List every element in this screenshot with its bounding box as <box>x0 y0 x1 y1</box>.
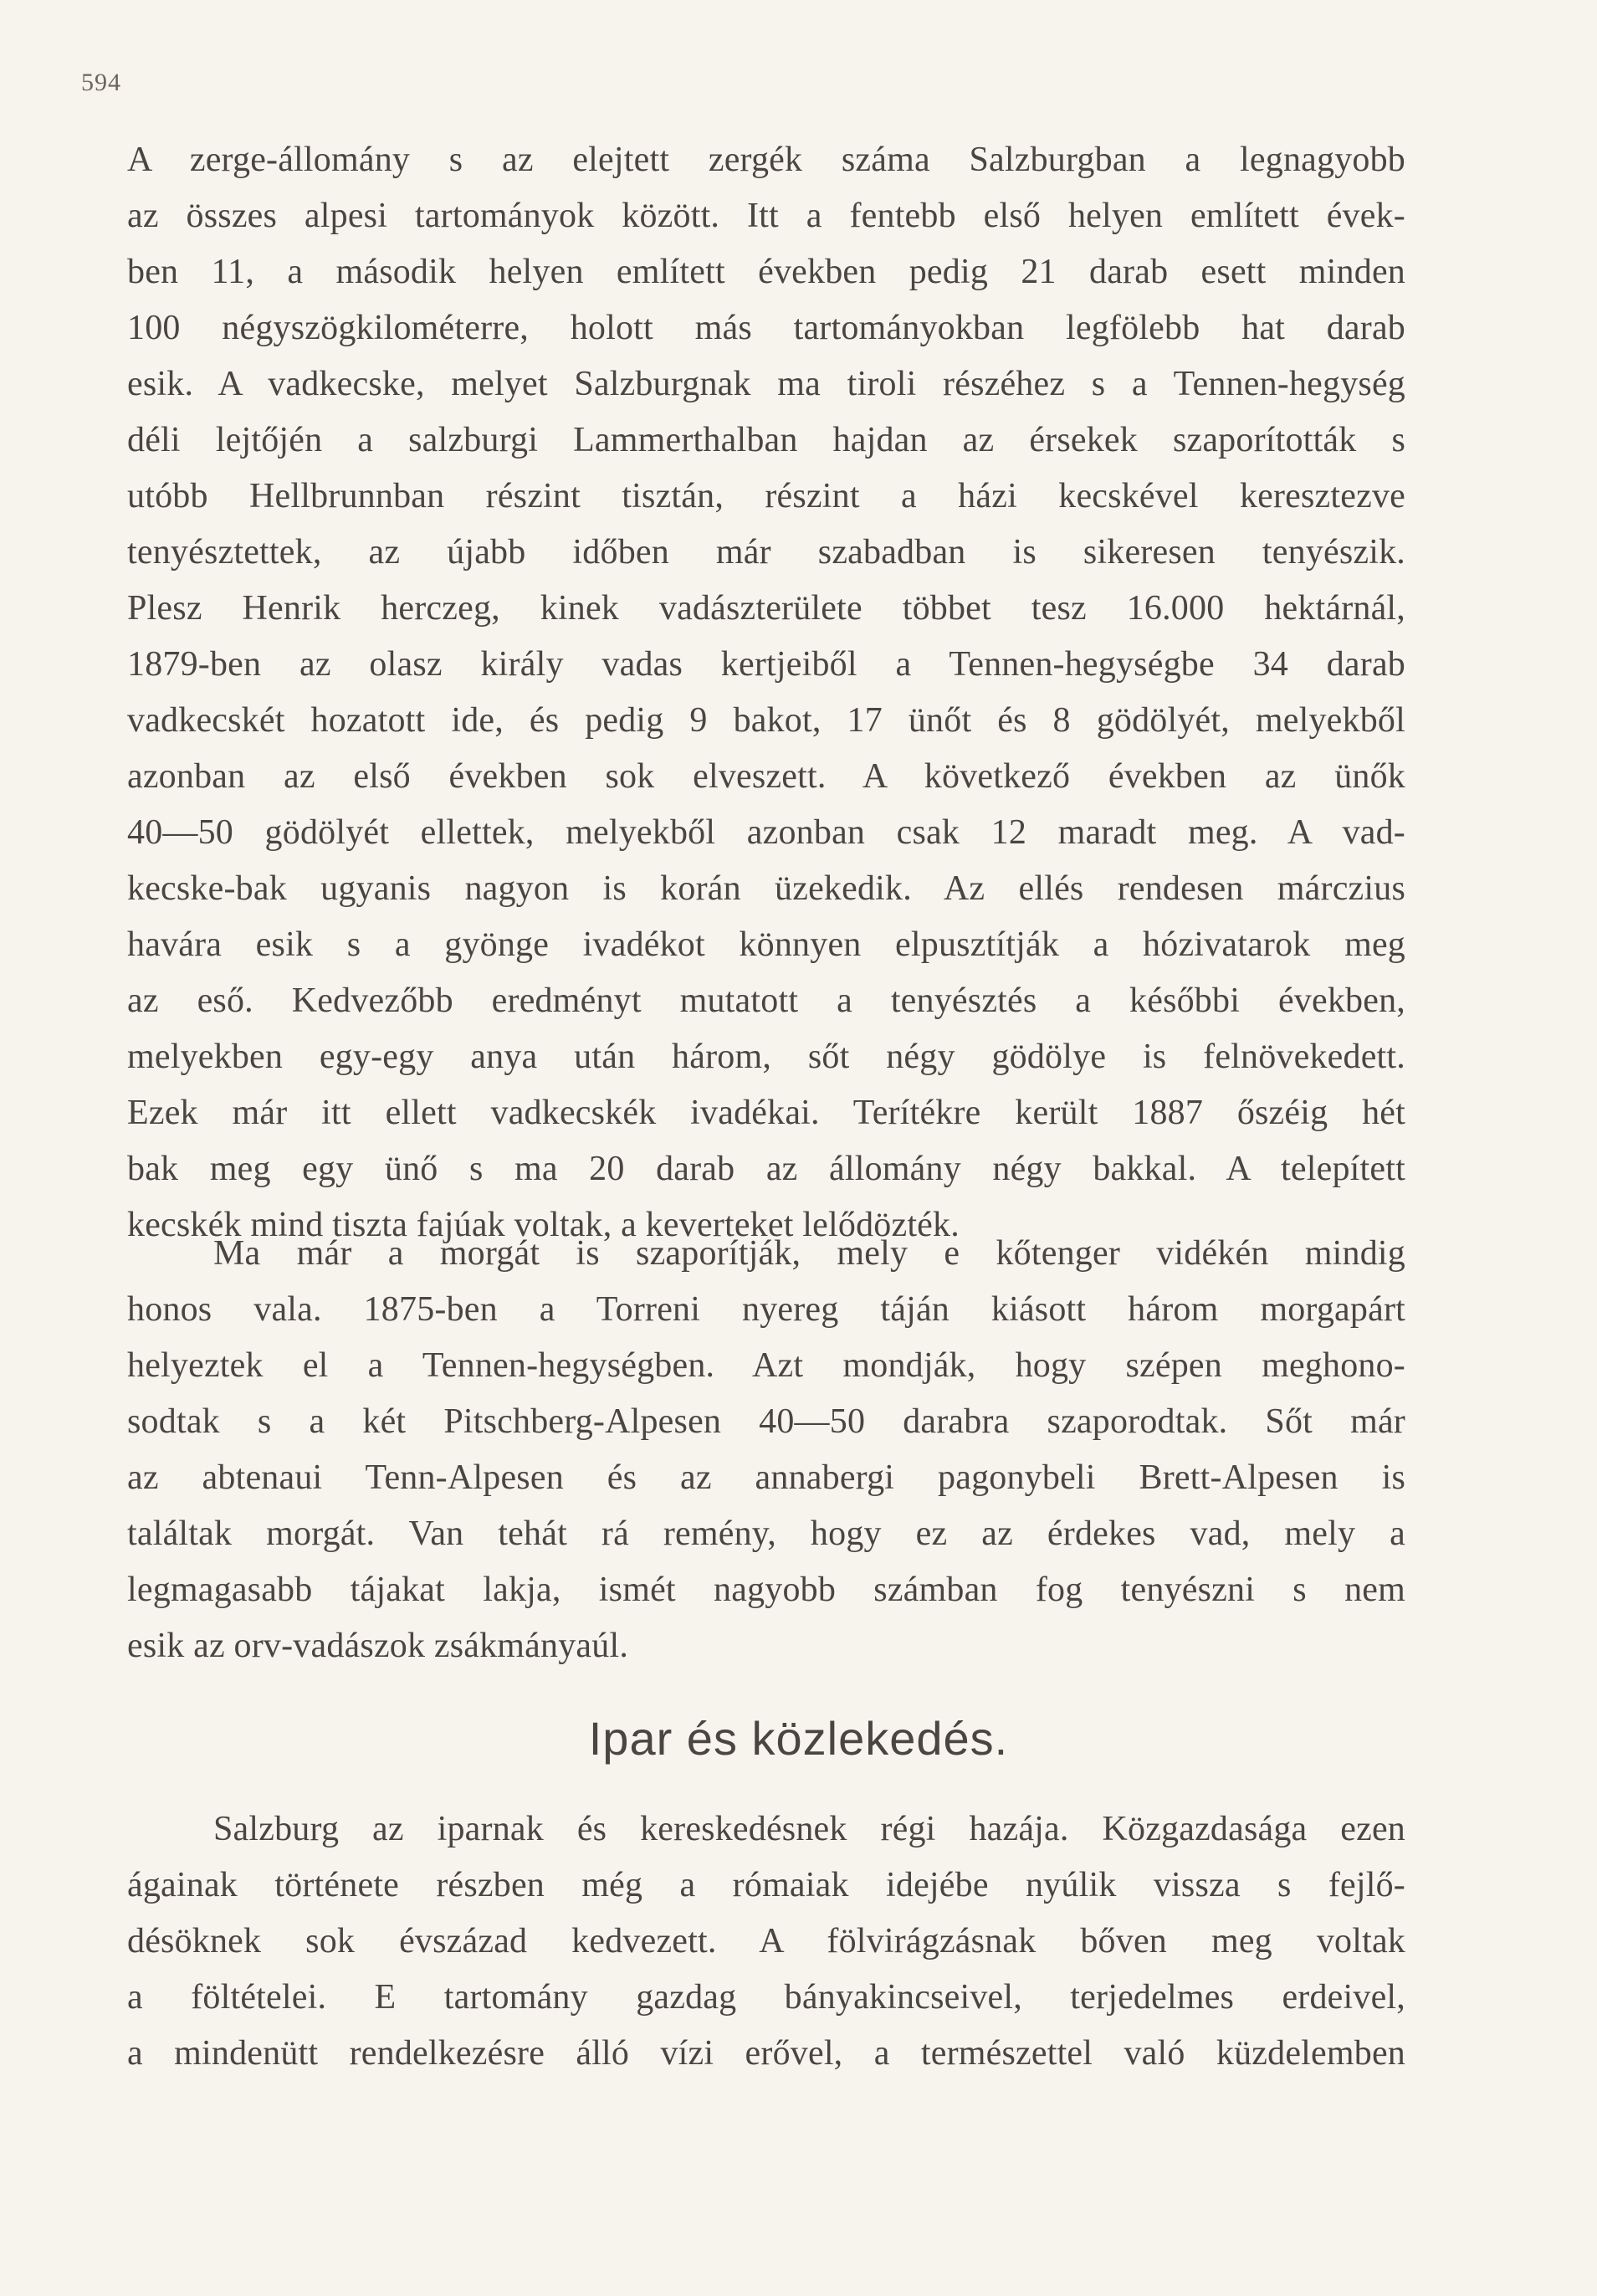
text-line: honos vala. 1875-ben a Torreni nyereg táján kiásott három morgapárt <box>127 1290 1405 1329</box>
text-line: tenyésztettek, az újabb időben már szabadban is sikeresen tenyészik. <box>127 533 1405 571</box>
text-line: az abtenaui Tenn-Alpesen és az annabergi pagonybeli Brett-Alpesen is <box>127 1458 1405 1497</box>
text-line: déli lejtőjén a salzburgi Lammerthalban hajdan az érsekek szaporították s <box>127 421 1405 459</box>
text-line: az eső. Kedvezőbb eredményt mutatott a tenyésztés a későbbi években, <box>127 981 1405 1020</box>
text-line: 40—50 gödölyét ellettek, melyekből azonban csak 12 maradt meg. A vad- <box>127 813 1405 852</box>
text-line: A zerge-állomány s az elejtett zergék száma Salzburgban a legnagyobb <box>127 141 1405 179</box>
text-line: ágainak története részben még a rómaiak idejébe nyúlik vissza s fejlő- <box>127 1866 1405 1904</box>
text-line: désöknek sok évszázad kedvezett. A fölvirágzásnak bőven meg voltak <box>127 1922 1405 1960</box>
paragraph-ipar <box>127 1801 1405 2082</box>
text-line: kecske-bak ugyanis nagyon is korán üzekedik. Az ellés rendesen márczius <box>127 869 1405 908</box>
text-line: 1879-ben az olasz király vadas kertjeiből a Tennen-hegységbe 34 darab <box>127 645 1405 684</box>
text-line: melyekben egy-egy anya után három, sőt négy gödölye is felnövekedett. <box>127 1038 1405 1076</box>
text-line: kecskék mind tiszta fajúak voltak, a kevertеket lelődözték. <box>127 1206 960 1244</box>
text-line: Salzburg az iparnak és kereskedésnek régi hazája. Közgazdasága ezen <box>213 1810 1405 1848</box>
page-number: 594 <box>81 69 121 96</box>
section-title: Ipar és közlekedés. <box>588 1712 1009 1765</box>
text-line: bak meg egy ünő s ma 20 darab az állomány négy bakkal. A telepített <box>127 1150 1405 1188</box>
text-line: esik. A vadkecske, melyet Salzburgnak ma tiroli részéhez s a Tennen-hegység <box>127 365 1405 403</box>
paragraph-morga <box>127 1226 1405 1674</box>
text-line: a mindenütt rendelkezésre álló vízi erővel, a természettel való küzdelemben <box>127 2034 1405 2073</box>
text-line: esik az orv-vadászok zsákmányaúl. <box>127 1627 629 1665</box>
text-line: 100 négyszögkilométerre, holott más tartományokban legfölebb hat darab <box>127 309 1405 347</box>
text-line: legmagasabb tájakat lakja, ismét nagyobb számban fog tenyészni s nem <box>127 1571 1405 1609</box>
text-line: sodtak s a két Pitschberg-Alpesen 40—50 darabra szaporodtak. Sőt már <box>127 1402 1405 1441</box>
text-line: Ezek már itt ellett vadkecskék ivadékai. Terítékre került 1887 őszéig hét <box>127 1094 1405 1132</box>
text-line: vadkecskét hozatott ide, és pedig 9 bakot, 17 ünőt és 8 gödölyét, melyekből <box>127 701 1405 740</box>
text-line: a föltételei. E tartomány gazdag bányakincseivel, terjedelmes erdeivel, <box>127 1978 1405 2017</box>
text-line: helyeztek el a Tennen-hegységben. Azt mondják, hogy szépen meghono- <box>127 1346 1405 1385</box>
text-line: Plesz Henrik herczeg, kinek vadászterülete többet tesz 16.000 hektárnál, <box>127 589 1405 628</box>
paragraph-zerge-vadkecske <box>127 132 1405 1253</box>
text-line: azonban az első években sok elveszett. A következő években az ünők <box>127 757 1405 796</box>
text-line: havára esik s a gyönge ivadékot könnyen elpusztítják a hózivatarok meg <box>127 925 1405 964</box>
text-line: találtak morgát. Van tehát rá remény, hogy ez az érdekes vad, mely a <box>127 1514 1405 1553</box>
text-line: Ma már a morgát is szaporítják, mely e kőtenger vidékén mindig <box>213 1234 1405 1273</box>
text-line: utóbb Hellbrunnban részint tisztán, részint a házi kecskével keresztezve <box>127 477 1405 515</box>
text-line: ben 11, a második helyen említett években pedig 21 darab esett minden <box>127 253 1405 291</box>
text-line: az összes alpesi tartományok között. Itt a fentebb első helyen említett évek- <box>127 197 1405 235</box>
